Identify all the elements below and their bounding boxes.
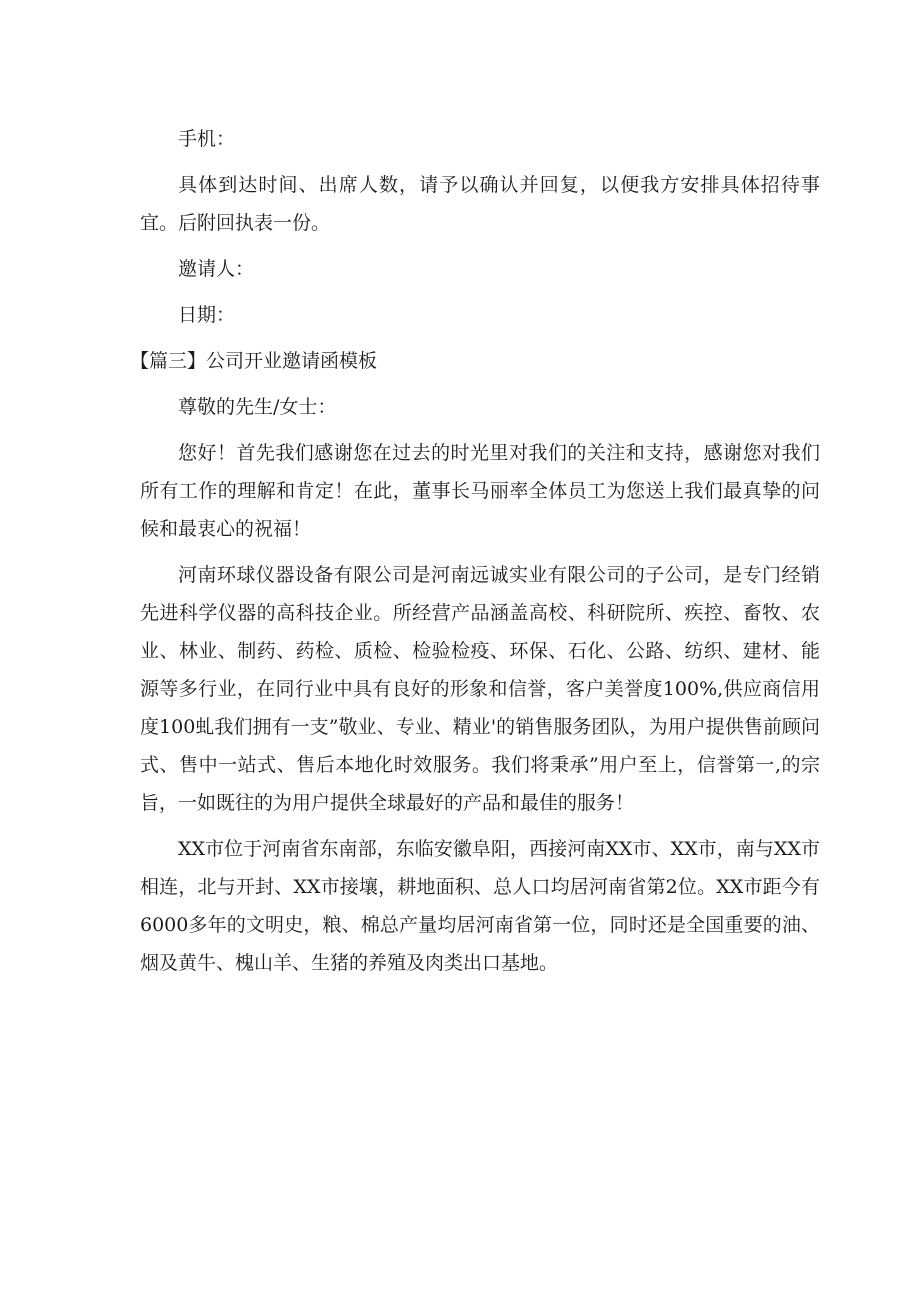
greeting-paragraph: 您好！首先我们感谢您在过去的时光里对我们的关注和支持，感谢您对我们所有工作的理解和肯定！在此，董事长马丽率全体员工为您送上我们最真挚的问候和最衷心的祝福！ (140, 442, 820, 540)
document-body (130, 120, 820, 990)
inviter-label: 邀请人： (178, 258, 255, 280)
salutation: 尊敬的先生/女士： (178, 396, 337, 418)
city-intro-paragraph: XX市位于河南省东南部，东临安徽阜阳，西接河南XX市、XX市，南与XX市相连，北与开封、XX市接壤，耕地面积、总人口均居河南省第2位。XX市距今有6000多年的文明史，粮、棉总产量均居河南省第一位，同时还是全国重要的油、烟及黄牛、槐山羊、生猪的养殖及肉类出口基地。 (140, 838, 820, 974)
company-intro-paragraph: 河南环球仪器设备有限公司是河南远诚实业有限公司的子公司，是专门经销先进科学仪器的高科技企业。所经营产品涵盖高校、科研院所、疾控、畜牧、农业、林业、制药、药检、质检、检验检疫、环保、石化、公路、纺织、建材、能源等多行业，在同行业中具有良好的形象和信誉，客户美誉度100%,供应商信用度100虬我们拥有一支”敬业、专业、精业'的销售服务团队，为用户提供售前顾问式、售中一站式、售后本地化时效服务。我们将秉承”用户至上，信誉第一,的宗旨，一如既往的为用户提供全球最好的产品和最佳的服务！ (140, 564, 820, 814)
date-label: 日期： (178, 304, 236, 326)
phone-label: 手机： (178, 128, 236, 150)
arrival-confirmation-paragraph: 具体到达时间、出席人数，请予以确认并回复，以便我方安排具体招待事宜。后附回执表一份。 (140, 174, 820, 234)
section-heading: 【篇三】公司开业邀请函模板 (130, 350, 378, 372)
